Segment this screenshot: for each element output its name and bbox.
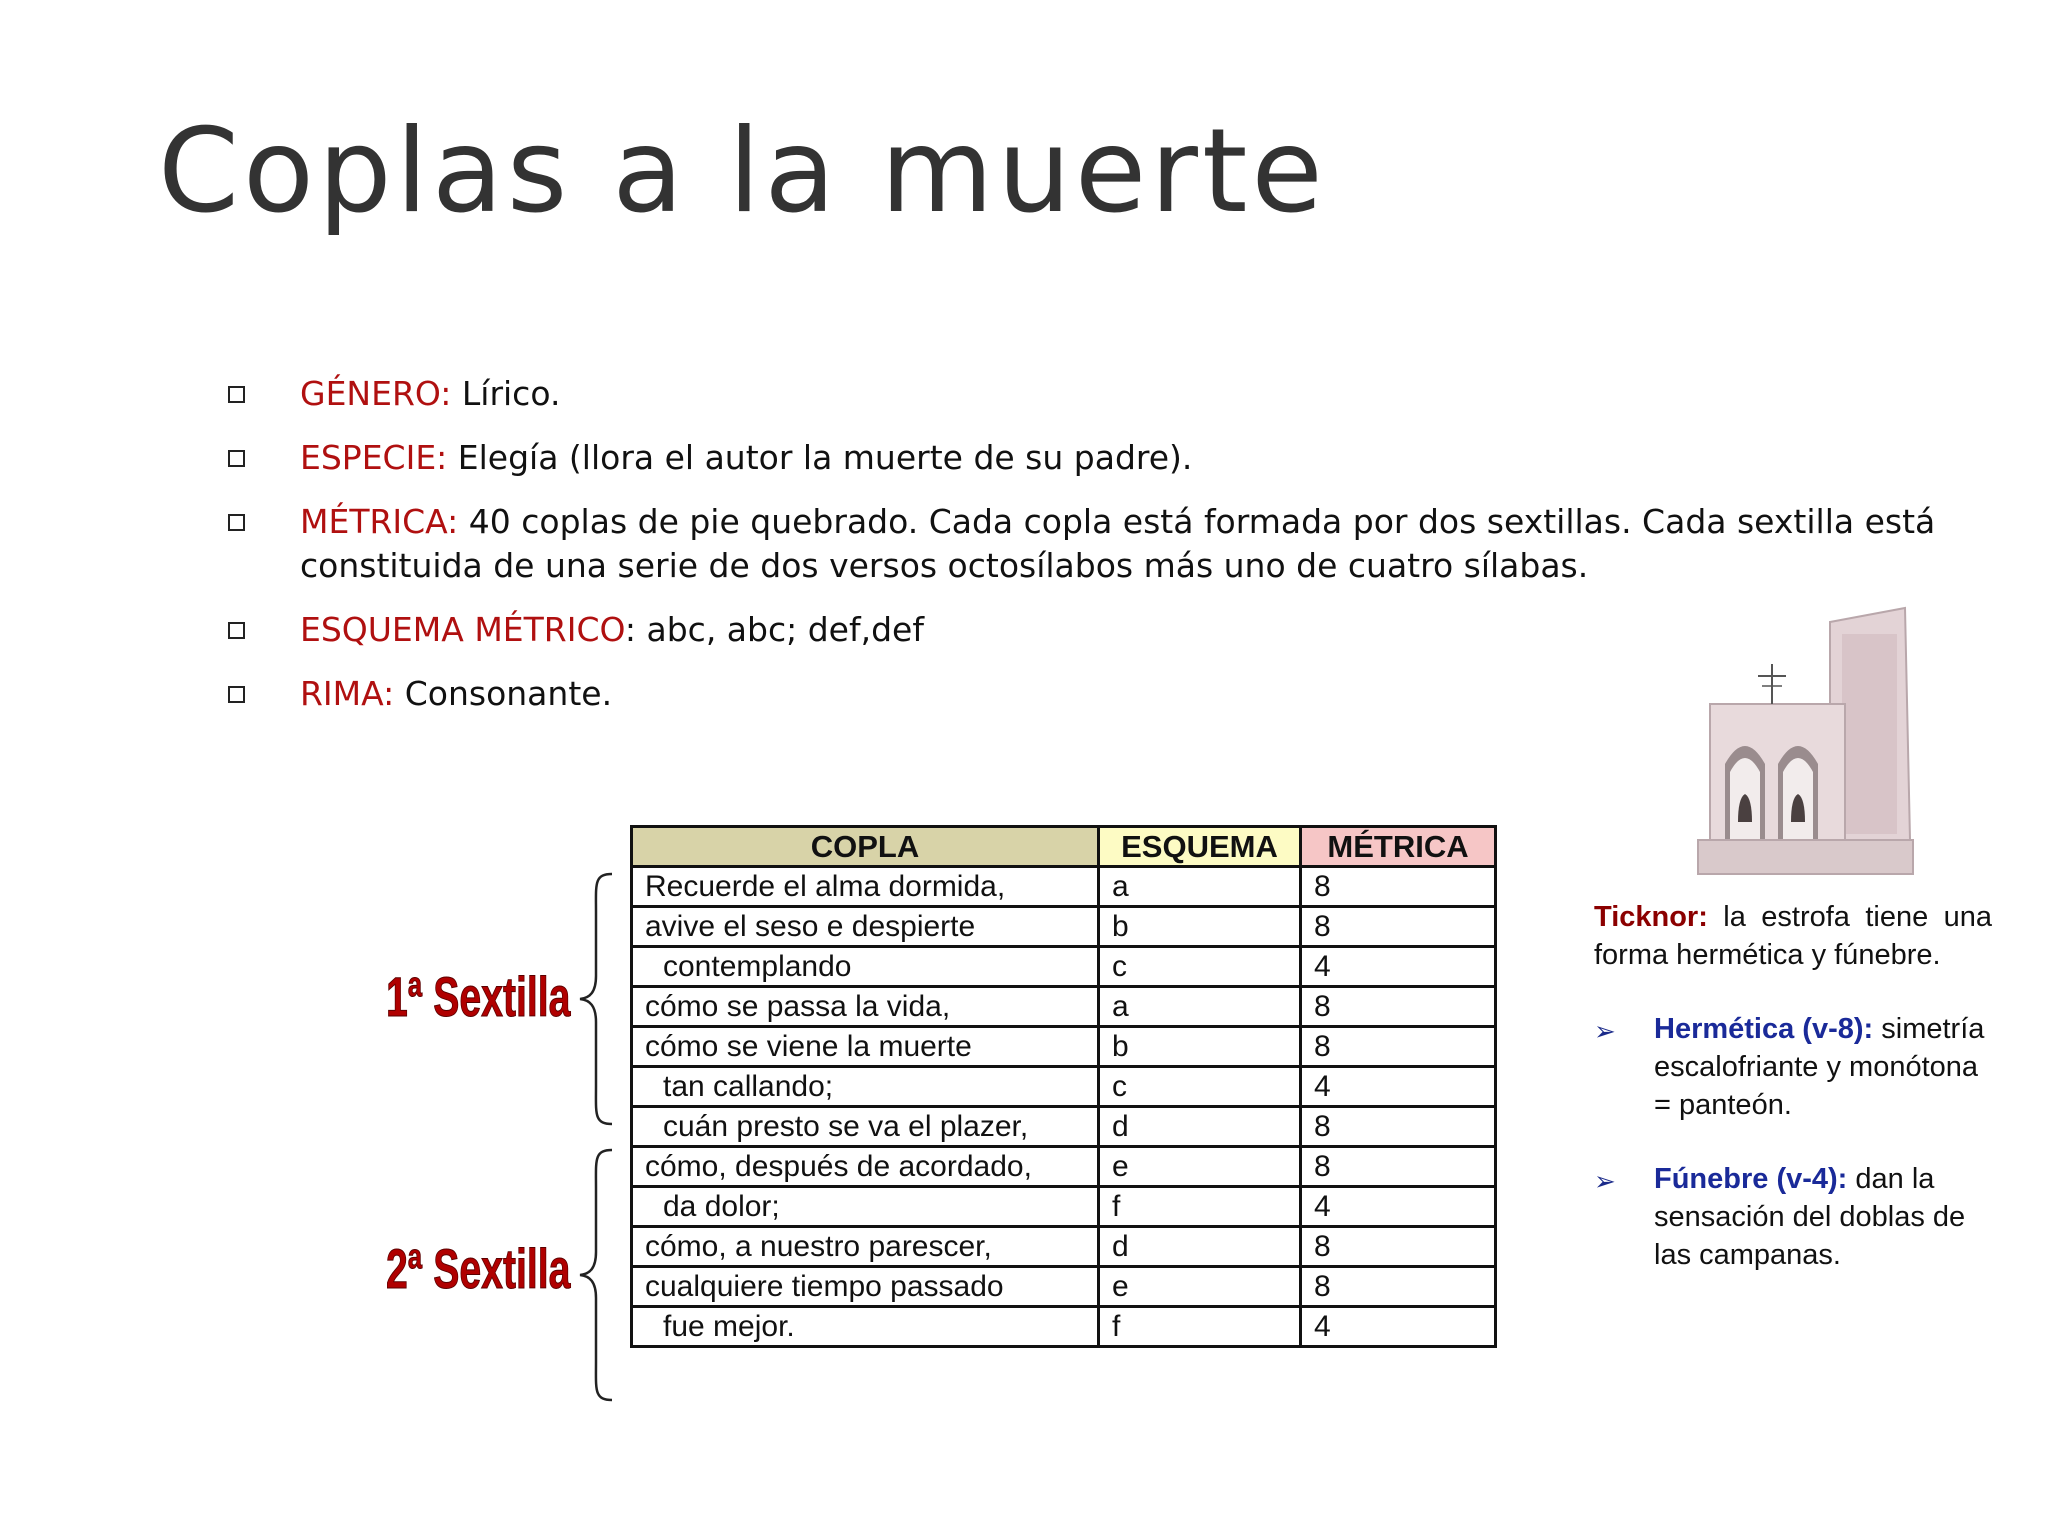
copla-table xyxy=(630,825,1497,1348)
ticknor-paragraph xyxy=(1594,898,1992,974)
copla-cell: cualquiere tiempo passado xyxy=(632,1267,1099,1307)
metrica-cell: 4 xyxy=(1301,1067,1496,1107)
bullet-metrica xyxy=(228,500,1948,588)
header-metrica: MÉTRICA xyxy=(1301,827,1496,867)
table-row xyxy=(632,867,1496,907)
esquema-cell: e xyxy=(1099,1267,1301,1307)
bullet-especie xyxy=(228,436,1948,480)
table-row xyxy=(632,1187,1496,1227)
point-head: Fúnebre (v-4): xyxy=(1654,1163,1848,1195)
metrica-cell: 8 xyxy=(1301,1227,1496,1267)
ticknor-points xyxy=(1594,1010,1992,1274)
copla-cell: cuán presto se va el plazer, xyxy=(632,1107,1099,1147)
brace-icon xyxy=(578,872,618,1126)
bullet-label: ESQUEMA MÉTRICO xyxy=(300,610,625,649)
point-funebre xyxy=(1594,1160,1992,1274)
copla-cell: cómo, a nuestro parescer, xyxy=(632,1227,1099,1267)
metrica-cell: 8 xyxy=(1301,907,1496,947)
hollow-square-icon xyxy=(228,622,245,639)
esquema-cell: b xyxy=(1099,1027,1301,1067)
arrowhead-icon: ➢ xyxy=(1594,1016,1616,1046)
copla-cell: cómo se passa la vida, xyxy=(632,987,1099,1027)
ticknor-text: la estrofa tiene una forma hermética y fúnebre. xyxy=(1594,901,1992,971)
table-row xyxy=(632,1067,1496,1107)
header-esquema: ESQUEMA xyxy=(1099,827,1301,867)
sextilla-label-1: 1ª Sextilla xyxy=(386,965,571,1028)
esquema-cell: d xyxy=(1099,1107,1301,1147)
esquema-cell: c xyxy=(1099,947,1301,987)
metrica-cell: 4 xyxy=(1301,1187,1496,1227)
point-hermetica xyxy=(1594,1010,1992,1124)
copla-cell: cómo, después de acordado, xyxy=(632,1147,1099,1187)
table-row xyxy=(632,1307,1496,1347)
hollow-square-icon xyxy=(228,514,245,531)
esquema-cell: a xyxy=(1099,867,1301,907)
header-copla: COPLA xyxy=(632,827,1099,867)
copla-cell: tan callando; xyxy=(632,1067,1099,1107)
table-row xyxy=(632,1107,1496,1147)
metrica-cell: 8 xyxy=(1301,1147,1496,1187)
hollow-square-icon xyxy=(228,450,245,467)
metrica-cell: 8 xyxy=(1301,1267,1496,1307)
point-text: dan la sensación del doblas de las campanas. xyxy=(1654,1163,1966,1271)
esquema-cell: f xyxy=(1099,1307,1301,1347)
esquema-cell: d xyxy=(1099,1227,1301,1267)
metrica-cell: 8 xyxy=(1301,987,1496,1027)
table-row xyxy=(632,947,1496,987)
sextilla-label-2: 2ª Sextilla xyxy=(386,1237,571,1300)
table-row xyxy=(632,1147,1496,1187)
point-text: simetría escalofriante y monótona = panteón. xyxy=(1654,1013,1985,1121)
bullet-label: GÉNERO: xyxy=(300,374,452,413)
copla-cell: contemplando xyxy=(632,947,1099,987)
esquema-cell: a xyxy=(1099,987,1301,1027)
metrica-cell: 8 xyxy=(1301,1107,1496,1147)
brace-icon xyxy=(578,1148,618,1402)
metrica-cell: 4 xyxy=(1301,1307,1496,1347)
esquema-cell: f xyxy=(1099,1187,1301,1227)
bullet-text: Elegía (llora el autor la muerte de su padre). xyxy=(447,438,1193,477)
copla-cell: Recuerde el alma dormida, xyxy=(632,867,1099,907)
bullet-label: ESPECIE: xyxy=(300,438,448,477)
bullet-text: : abc, abc; def,def xyxy=(624,610,924,649)
copla-cell: fue mejor. xyxy=(632,1307,1099,1347)
point-head: Hermética (v-8): xyxy=(1654,1013,1874,1045)
bullet-text: Lírico. xyxy=(451,374,561,413)
bullet-label: RIMA: xyxy=(300,674,395,713)
esquema-cell: b xyxy=(1099,907,1301,947)
copla-cell: da dolor; xyxy=(632,1187,1099,1227)
bullet-text: 40 coplas de pie quebrado. Cada copla está formada por dos sextillas. Cada sextilla está constituida de una serie de dos versos octosílabos más uno de cuatro sílabas. xyxy=(300,502,1936,585)
esquema-cell: e xyxy=(1099,1147,1301,1187)
table-row xyxy=(632,1027,1496,1067)
metrica-cell: 8 xyxy=(1301,1027,1496,1067)
bullet-genero xyxy=(228,372,1948,416)
bullet-text: Consonante. xyxy=(394,674,613,713)
esquema-cell: c xyxy=(1099,1067,1301,1107)
ticknor-note xyxy=(1594,898,1992,1310)
copla-cell: avive el seso e despierte xyxy=(632,907,1099,947)
metrica-cell: 8 xyxy=(1301,867,1496,907)
copla-cell: cómo se viene la muerte xyxy=(632,1027,1099,1067)
bell-tower-image xyxy=(1680,604,1920,884)
arrowhead-icon: ➢ xyxy=(1594,1166,1616,1196)
metrica-cell: 4 xyxy=(1301,947,1496,987)
table-header-row xyxy=(632,827,1496,867)
hollow-square-icon xyxy=(228,386,245,403)
hollow-square-icon xyxy=(228,686,245,703)
table-row xyxy=(632,987,1496,1027)
table-row xyxy=(632,907,1496,947)
slide-title: Coplas a la muerte xyxy=(158,104,1327,239)
ticknor-label: Ticknor: xyxy=(1594,901,1708,933)
table-row xyxy=(632,1267,1496,1307)
table-row xyxy=(632,1227,1496,1267)
bullet-label: MÉTRICA: xyxy=(300,502,459,541)
